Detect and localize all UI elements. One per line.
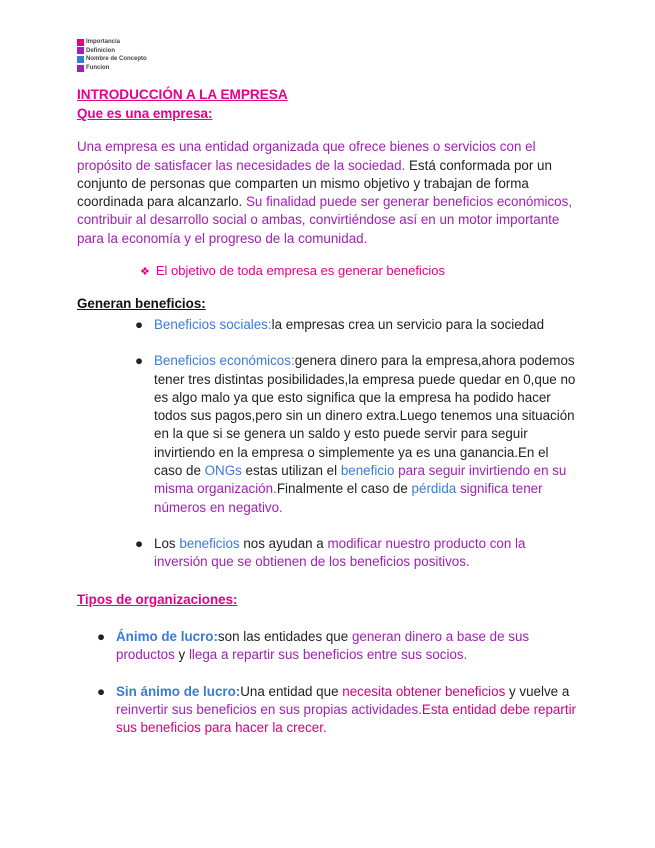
legend-label: Importancia: [86, 39, 121, 46]
function-text: reinvertir sus beneficios en sus propias actividades.: [116, 701, 422, 717]
function-text: modificar nuestro producto con la inversión que se obtienen de los beneficios positivos.: [154, 535, 526, 570]
function-text: para seguir invirtiendo en su misma organización.: [154, 463, 567, 497]
definition-text: Una empresa es una entidad organizada que ofrece bienes o servicios con el propósito de satisfacer las necesidades de la sociedad.: [77, 139, 536, 173]
importance-text: necesita obtener beneficios: [342, 683, 506, 699]
organization-types-list: [97, 628, 582, 737]
objective-text: El objetivo de toda empresa es generar beneficios: [155, 263, 445, 278]
diamond-bullet-icon: ❖: [140, 266, 150, 278]
item-text: y vuelve a: [505, 683, 570, 699]
concept-name: Beneficios sociales:: [154, 317, 272, 332]
list-item: [97, 683, 582, 738]
item-text: genera dinero para la empresa,ahora podemos tener tres distintas posibilidades,la empresa puede quedar en 0,que no es algo malo ya que esto significa que la empresa ha podido hacer todos sus pagos,pero sin un dinero extra.Luego tenemos una situación en la que si se genera un saldo y esto puede servir para seguir invirtiendo en la empresa o simplemente ya es una ganancia.En el caso de: [154, 353, 576, 479]
item-text: la empresas crea un servicio para la sociedad: [271, 317, 545, 332]
item-text: Los: [154, 535, 180, 551]
item-text: estas utilizan el: [241, 463, 341, 479]
list-item: [97, 628, 582, 665]
bullet-icon: ●: [135, 317, 144, 332]
list-item: [135, 535, 580, 572]
bullet-icon: ●: [135, 353, 144, 369]
objective-item: [140, 263, 445, 278]
bullet-icon: ●: [135, 535, 144, 551]
definition-text: generan dinero a base de sus productos: [116, 629, 530, 663]
list-item: [135, 316, 580, 334]
concept-name: beneficios: [179, 535, 240, 551]
legend-swatch: [77, 39, 84, 46]
tipos-heading: Tipos de organizaciones:: [77, 592, 238, 607]
page-title: INTRODUCCIÓN A LA EMPRESA: [77, 87, 288, 102]
function-text: llega a repartir sus beneficios entre sus socios.: [188, 647, 468, 663]
color-legend: [77, 38, 147, 72]
concept-name: ONGs: [204, 463, 242, 479]
concept-name: beneficio: [340, 463, 395, 479]
intro-section: [77, 86, 577, 248]
legend-row-funcion: [77, 64, 147, 73]
intro-paragraph: [77, 138, 577, 248]
list-item: [135, 352, 580, 517]
bullet-icon: ●: [97, 683, 106, 699]
legend-label: Nombre de Concepto: [86, 56, 147, 63]
item-text: Finalmente el caso de: [276, 481, 412, 497]
legend-label: Funcion: [86, 65, 110, 72]
body-text: Está conformada por un conjunto de personas que comparten un mismo objetivo y trabajan de forma coordinada para alcanzarlo.: [77, 157, 552, 210]
concept-name: Ánimo de lucro:: [116, 629, 218, 644]
legend-swatch: [77, 65, 84, 72]
concept-name: Sin ánimo de lucro:: [116, 683, 241, 699]
legend-row-definicion: [77, 47, 147, 56]
definition-text: significa tener números en negativo.: [154, 481, 543, 515]
function-text: Su finalidad puede ser generar beneficios económicos, contribuir al desarrollo social o ambas, convirtiéndose así en un motor importante para la economía y el progreso de la comunidad.: [77, 194, 573, 246]
benefits-list: [135, 316, 580, 572]
legend-row-importancia: [77, 38, 147, 47]
legend-swatch: [77, 47, 84, 54]
generan-heading: Generan beneficios:: [77, 296, 206, 311]
item-text: Una entidad que: [240, 683, 343, 699]
section-subtitle: Que es una empresa:: [77, 106, 213, 121]
legend-swatch: [77, 56, 84, 63]
importance-text: Esta entidad debe repartir sus beneficios para hacer la crecer.: [116, 701, 576, 736]
concept-name: Beneficios económicos:: [154, 353, 295, 369]
legend-label: Definicion: [86, 47, 116, 54]
legend-row-nombre-concepto: [77, 55, 147, 64]
item-text: son las entidades que: [217, 629, 352, 644]
concept-name: pérdida: [411, 481, 457, 497]
bullet-icon: ●: [97, 629, 106, 644]
item-text: nos ayudan a: [239, 535, 328, 551]
item-text: y: [174, 647, 189, 663]
